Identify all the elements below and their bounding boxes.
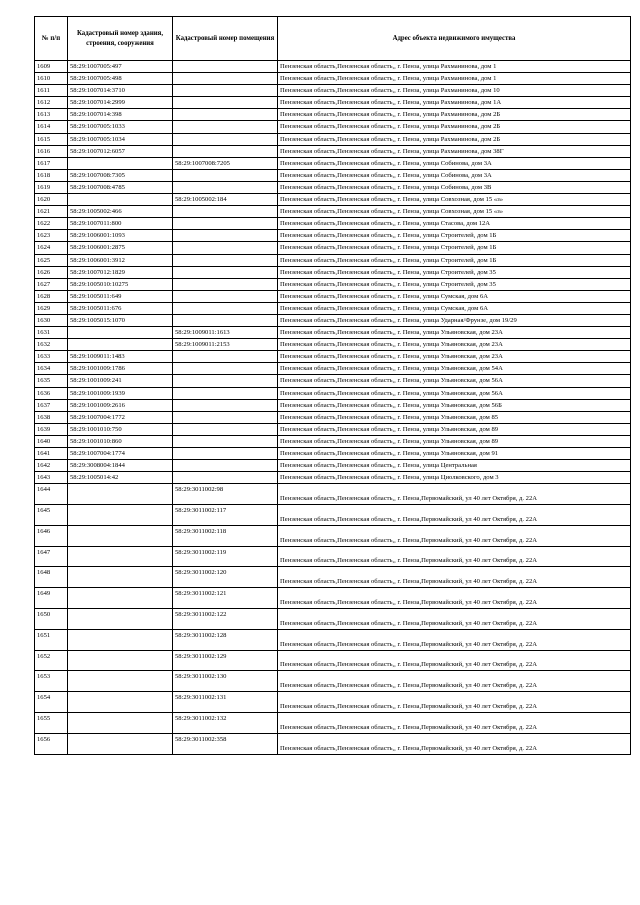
table-row — [35, 399, 631, 411]
cell-address: Пензенская область,Пензенская область,, г. Пенза,Первомайский, ул 40 лет Октября, д. 22А — [278, 609, 631, 630]
table-row — [35, 266, 631, 278]
cell-room-cadastral: 58:29:1007008:7205 — [173, 157, 278, 169]
cell-room-cadastral — [173, 460, 278, 472]
cell-address: Пензенская область,Пензенская область,, г. Пенза, улица Рахманинова, дом 1 — [278, 61, 631, 73]
table-row — [35, 230, 631, 242]
cell-room-cadastral — [173, 254, 278, 266]
cell-row-number: 1637 — [35, 399, 68, 411]
cell-room-cadastral: 58:29:1005002:184 — [173, 194, 278, 206]
cell-address: Пензенская область,Пензенская область,, г. Пенза, улица Ударная/Фрунзе, дом 19/29 — [278, 314, 631, 326]
cell-room-cadastral — [173, 85, 278, 97]
cell-address: Пензенская область,Пензенская область,, г. Пенза, улица Рахманинова, дом 1А — [278, 97, 631, 109]
cell-building-cadastral — [68, 588, 173, 609]
cell-room-cadastral — [173, 363, 278, 375]
cell-row-number: 1618 — [35, 169, 68, 181]
table-row — [35, 121, 631, 133]
table-row — [35, 363, 631, 375]
cell-address: Пензенская область,Пензенская область,, г. Пенза, улица Ульяновская, дом 85 — [278, 411, 631, 423]
cell-room-cadastral — [173, 290, 278, 302]
table-row — [35, 411, 631, 423]
cell-room-cadastral: 58:29:3011002:358 — [173, 733, 278, 754]
table-row — [35, 290, 631, 302]
table-row — [35, 609, 631, 630]
cell-building-cadastral: 58:29:1001010:750 — [68, 423, 173, 435]
cell-row-number: 1610 — [35, 73, 68, 85]
cell-room-cadastral — [173, 206, 278, 218]
cell-address: Пензенская область,Пензенская область,, г. Пенза, улица Строителей, дом 1Б — [278, 242, 631, 254]
cell-building-cadastral — [68, 567, 173, 588]
cell-room-cadastral: 58:29:3011002:98 — [173, 484, 278, 505]
cell-row-number: 1615 — [35, 133, 68, 145]
cell-row-number: 1609 — [35, 61, 68, 73]
table-row — [35, 218, 631, 230]
cell-address: Пензенская область,Пензенская область,, г. Пенза, улица Совхозная, дом 15 «з» — [278, 194, 631, 206]
cell-address: Пензенская область,Пензенская область,, г. Пенза,Первомайский, ул 40 лет Октября, д. 22А — [278, 733, 631, 754]
cell-row-number: 1635 — [35, 375, 68, 387]
cell-building-cadastral: 58:29:1005010:10275 — [68, 278, 173, 290]
table-row — [35, 713, 631, 734]
cell-address: Пензенская область,Пензенская область,, г. Пенза, улица Собинова, дом 3А — [278, 157, 631, 169]
cell-room-cadastral — [173, 314, 278, 326]
cell-room-cadastral — [173, 423, 278, 435]
table-row — [35, 302, 631, 314]
cell-row-number: 1651 — [35, 629, 68, 650]
table-row — [35, 194, 631, 206]
cell-row-number: 1633 — [35, 351, 68, 363]
cell-row-number: 1621 — [35, 206, 68, 218]
cell-row-number: 1627 — [35, 278, 68, 290]
cell-address: Пензенская область,Пензенская область,, г. Пенза, улица Совхозная, дом 15 «з» — [278, 206, 631, 218]
cell-building-cadastral: 58:29:1001010:860 — [68, 435, 173, 447]
cell-row-number: 1647 — [35, 546, 68, 567]
table-row — [35, 61, 631, 73]
cell-room-cadastral — [173, 145, 278, 157]
cell-room-cadastral — [173, 61, 278, 73]
cell-address: Пензенская область,Пензенская область,, г. Пенза, улица Ульяновская, дом 89 — [278, 423, 631, 435]
cell-row-number: 1648 — [35, 567, 68, 588]
cell-address: Пензенская область,Пензенская область,, г. Пенза, улица Ульяновская, дом 23А — [278, 327, 631, 339]
cell-building-cadastral: 58:29:1005015:1070 — [68, 314, 173, 326]
cell-building-cadastral: 58:29:1005002:466 — [68, 206, 173, 218]
cell-row-number: 1640 — [35, 435, 68, 447]
cell-building-cadastral: 58:29:1007005:1034 — [68, 133, 173, 145]
cell-room-cadastral: 58:29:3011002:130 — [173, 671, 278, 692]
cell-row-number: 1646 — [35, 525, 68, 546]
cell-address: Пензенская область,Пензенская область,, г. Пенза, улица Ульяновская, дом 56Б — [278, 399, 631, 411]
document-page — [34, 16, 630, 755]
cell-building-cadastral: 58:29:1007008:7305 — [68, 169, 173, 181]
cell-row-number: 1623 — [35, 230, 68, 242]
cell-address: Пензенская область,Пензенская область,, г. Пенза, улица Строителей, дом 1Б — [278, 254, 631, 266]
cell-row-number: 1624 — [35, 242, 68, 254]
table-row — [35, 546, 631, 567]
cell-address: Пензенская область,Пензенская область,, г. Пенза, улица Рахманинова, дом 2Б — [278, 109, 631, 121]
cell-room-cadastral: 58:29:3011002:129 — [173, 650, 278, 671]
table-header — [35, 17, 631, 61]
cell-room-cadastral: 58:29:3011002:117 — [173, 505, 278, 526]
cell-row-number: 1645 — [35, 505, 68, 526]
cell-room-cadastral — [173, 399, 278, 411]
table-row — [35, 387, 631, 399]
cell-room-cadastral — [173, 181, 278, 193]
table-row — [35, 351, 631, 363]
cell-room-cadastral — [173, 278, 278, 290]
cell-room-cadastral — [173, 448, 278, 460]
cell-building-cadastral: 58:29:1006001:1093 — [68, 230, 173, 242]
cell-address: Пензенская область,Пензенская область,, г. Пенза, улица Ульяновская, дом 54А — [278, 363, 631, 375]
cell-address: Пензенская область,Пензенская область,, г. Пенза,Первомайский, ул 40 лет Октября, д. 22А — [278, 505, 631, 526]
cell-address: Пензенская область,Пензенская область,, г. Пенза,Первомайский, ул 40 лет Октября, д. 22А — [278, 484, 631, 505]
cell-room-cadastral: 58:29:3011002:131 — [173, 692, 278, 713]
cell-building-cadastral: 58:29:1001009:1786 — [68, 363, 173, 375]
cell-address: Пензенская область,Пензенская область,, г. Пенза,Первомайский, ул 40 лет Октября, д. 22А — [278, 525, 631, 546]
cell-address: Пензенская область,Пензенская область,, г. Пенза, улица Рахманинова, дом 2Б — [278, 133, 631, 145]
table-row — [35, 472, 631, 484]
cell-address: Пензенская область,Пензенская область,, г. Пенза, улица Циолковского, дом 3 — [278, 472, 631, 484]
cell-building-cadastral: 58:29:1007014:3710 — [68, 85, 173, 97]
cell-room-cadastral — [173, 266, 278, 278]
cell-building-cadastral: 58:29:1007012:1829 — [68, 266, 173, 278]
table-row — [35, 254, 631, 266]
header-address: Адрес объекта недвижимого имущества — [278, 17, 631, 61]
cell-building-cadastral — [68, 671, 173, 692]
header-building-cadastral: Кадастровый номер здания, строения, сооружения — [68, 17, 173, 61]
table-row — [35, 423, 631, 435]
cell-row-number: 1622 — [35, 218, 68, 230]
cell-building-cadastral: 58:29:1006001:2875 — [68, 242, 173, 254]
cell-building-cadastral: 58:29:1001009:2616 — [68, 399, 173, 411]
cell-address: Пензенская область,Пензенская область,, г. Пенза, улица Ульяновская, дом 56А — [278, 375, 631, 387]
cell-room-cadastral — [173, 242, 278, 254]
cell-address: Пензенская область,Пензенская область,, г. Пенза,Первомайский, ул 40 лет Октября, д. 22А — [278, 713, 631, 734]
cell-row-number: 1614 — [35, 121, 68, 133]
cell-row-number: 1650 — [35, 609, 68, 630]
cell-building-cadastral — [68, 525, 173, 546]
cell-address: Пензенская область,Пензенская область,, г. Пенза,Первомайский, ул 40 лет Октября, д. 22А — [278, 671, 631, 692]
cell-row-number: 1653 — [35, 671, 68, 692]
cell-row-number: 1632 — [35, 339, 68, 351]
cell-room-cadastral — [173, 435, 278, 447]
table-row — [35, 375, 631, 387]
cell-building-cadastral: 58:29:1007014:398 — [68, 109, 173, 121]
cell-row-number: 1638 — [35, 411, 68, 423]
cell-row-number: 1616 — [35, 145, 68, 157]
table-row — [35, 448, 631, 460]
cell-row-number: 1644 — [35, 484, 68, 505]
table-row — [35, 206, 631, 218]
cell-building-cadastral: 58:29:1005014:42 — [68, 472, 173, 484]
cell-row-number: 1655 — [35, 713, 68, 734]
cell-building-cadastral: 58:29:1007004:1774 — [68, 448, 173, 460]
cell-building-cadastral: 58:29:1007012:6057 — [68, 145, 173, 157]
cell-room-cadastral: 58:29:3011002:128 — [173, 629, 278, 650]
cell-building-cadastral: 58:29:1005011:649 — [68, 290, 173, 302]
cell-building-cadastral: 58:29:1007014:2999 — [68, 97, 173, 109]
cell-room-cadastral — [173, 411, 278, 423]
table-row — [35, 435, 631, 447]
cell-address: Пензенская область,Пензенская область,, г. Пенза, улица Сумская, дом 6А — [278, 302, 631, 314]
cell-building-cadastral: 58:29:1007011:800 — [68, 218, 173, 230]
cell-room-cadastral — [173, 109, 278, 121]
cell-room-cadastral: 58:29:3011002:118 — [173, 525, 278, 546]
cell-address: Пензенская область,Пензенская область,, г. Пенза,Первомайский, ул 40 лет Октября, д. 22А — [278, 546, 631, 567]
header-row — [35, 17, 631, 61]
cell-building-cadastral: 58:29:1005011:676 — [68, 302, 173, 314]
table-row — [35, 73, 631, 85]
cell-building-cadastral: 58:29:1007004:1772 — [68, 411, 173, 423]
cell-address: Пензенская область,Пензенская область,, г. Пенза,Первомайский, ул 40 лет Октября, д. 22А — [278, 588, 631, 609]
cell-building-cadastral: 58:29:1007005:498 — [68, 73, 173, 85]
property-table — [34, 16, 631, 755]
cell-building-cadastral — [68, 505, 173, 526]
cell-row-number: 1639 — [35, 423, 68, 435]
cell-room-cadastral — [173, 472, 278, 484]
cell-building-cadastral — [68, 546, 173, 567]
cell-building-cadastral — [68, 713, 173, 734]
cell-building-cadastral — [68, 157, 173, 169]
cell-room-cadastral — [173, 169, 278, 181]
cell-address: Пензенская область,Пензенская область,, г. Пенза,Первомайский, ул 40 лет Октября, д. 22А — [278, 629, 631, 650]
cell-address: Пензенская область,Пензенская область,, г. Пенза, улица Рахманинова, дом 1 — [278, 73, 631, 85]
table-row — [35, 314, 631, 326]
table-row — [35, 650, 631, 671]
cell-building-cadastral — [68, 733, 173, 754]
cell-building-cadastral — [68, 609, 173, 630]
cell-address: Пензенская область,Пензенская область,, г. Пенза, улица Собинова, дом 3В — [278, 181, 631, 193]
cell-address: Пензенская область,Пензенская область,, г. Пенза, улица Рахманинова, дом 10 — [278, 85, 631, 97]
cell-building-cadastral: 58:29:1001009:241 — [68, 375, 173, 387]
table-row — [35, 460, 631, 472]
cell-building-cadastral: 58:29:1009011:1483 — [68, 351, 173, 363]
cell-row-number: 1629 — [35, 302, 68, 314]
cell-row-number: 1656 — [35, 733, 68, 754]
cell-building-cadastral: 58:29:1007005:1033 — [68, 121, 173, 133]
cell-room-cadastral — [173, 302, 278, 314]
cell-address: Пензенская область,Пензенская область,, г. Пенза, улица Строителей, дом 1Б — [278, 230, 631, 242]
cell-address: Пензенская область,Пензенская область,, г. Пенза,Первомайский, ул 40 лет Октября, д. 22А — [278, 650, 631, 671]
table-row — [35, 169, 631, 181]
cell-row-number: 1643 — [35, 472, 68, 484]
cell-address: Пензенская область,Пензенская область,, г. Пенза, улица Центральная — [278, 460, 631, 472]
cell-room-cadastral — [173, 73, 278, 85]
table-row — [35, 157, 631, 169]
cell-room-cadastral — [173, 218, 278, 230]
cell-building-cadastral: 58:29:1001009:1939 — [68, 387, 173, 399]
cell-building-cadastral — [68, 692, 173, 713]
cell-room-cadastral — [173, 230, 278, 242]
cell-room-cadastral — [173, 375, 278, 387]
cell-address: Пензенская область,Пензенская область,, г. Пенза, улица Сумская, дом 6А — [278, 290, 631, 302]
cell-row-number: 1654 — [35, 692, 68, 713]
cell-room-cadastral: 58:29:3011002:132 — [173, 713, 278, 734]
table-row — [35, 97, 631, 109]
cell-room-cadastral: 58:29:3011002:119 — [173, 546, 278, 567]
cell-row-number: 1620 — [35, 194, 68, 206]
table-row — [35, 671, 631, 692]
cell-row-number: 1641 — [35, 448, 68, 460]
header-num: № п/п — [35, 17, 68, 61]
cell-row-number: 1625 — [35, 254, 68, 266]
cell-building-cadastral — [68, 194, 173, 206]
cell-row-number: 1642 — [35, 460, 68, 472]
cell-building-cadastral — [68, 650, 173, 671]
table-row — [35, 327, 631, 339]
cell-row-number: 1630 — [35, 314, 68, 326]
table-row — [35, 733, 631, 754]
table-row — [35, 181, 631, 193]
table-row — [35, 505, 631, 526]
cell-building-cadastral: 58:29:1007005:497 — [68, 61, 173, 73]
cell-building-cadastral — [68, 339, 173, 351]
cell-address: Пензенская область,Пензенская область,, г. Пенза, улица Строителей, дом 35 — [278, 266, 631, 278]
cell-room-cadastral — [173, 387, 278, 399]
cell-row-number: 1611 — [35, 85, 68, 97]
cell-address: Пензенская область,Пензенская область,, г. Пенза,Первомайский, ул 40 лет Октября, д. 22А — [278, 567, 631, 588]
cell-address: Пензенская область,Пензенская область,, г. Пенза, улица Ульяновская, дом 23А — [278, 339, 631, 351]
cell-row-number: 1617 — [35, 157, 68, 169]
cell-address: Пензенская область,Пензенская область,, г. Пенза, улица Ульяновская, дом 89 — [278, 435, 631, 447]
cell-row-number: 1628 — [35, 290, 68, 302]
cell-room-cadastral — [173, 133, 278, 145]
table-row — [35, 133, 631, 145]
table-row — [35, 109, 631, 121]
cell-row-number: 1652 — [35, 650, 68, 671]
cell-room-cadastral: 58:29:1009011:2153 — [173, 339, 278, 351]
cell-row-number: 1612 — [35, 97, 68, 109]
table-row — [35, 692, 631, 713]
cell-address: Пензенская область,Пензенская область,, г. Пенза, улица Строителей, дом 35 — [278, 278, 631, 290]
cell-row-number: 1619 — [35, 181, 68, 193]
table-row — [35, 484, 631, 505]
cell-building-cadastral — [68, 629, 173, 650]
cell-address: Пензенская область,Пензенская область,, г. Пенза, улица Собинова, дом 3А — [278, 169, 631, 181]
table-row — [35, 85, 631, 97]
cell-address: Пензенская область,Пензенская область,, г. Пенза, улица Рахманинова, дом 38Г — [278, 145, 631, 157]
table-row — [35, 278, 631, 290]
cell-address: Пензенская область,Пензенская область,, г. Пенза,Первомайский, ул 40 лет Октября, д. 22А — [278, 692, 631, 713]
table-row — [35, 629, 631, 650]
cell-address: Пензенская область,Пензенская область,, г. Пенза, улица Ульяновская, дом 23А — [278, 351, 631, 363]
cell-building-cadastral — [68, 327, 173, 339]
cell-row-number: 1613 — [35, 109, 68, 121]
cell-address: Пензенская область,Пензенская область,, г. Пенза, улица Ульяновская, дом 56А — [278, 387, 631, 399]
table-row — [35, 525, 631, 546]
cell-building-cadastral: 58:29:1006001:3912 — [68, 254, 173, 266]
cell-row-number: 1634 — [35, 363, 68, 375]
cell-address: Пензенская область,Пензенская область,, г. Пенза, улица Стасова, дом 12А — [278, 218, 631, 230]
cell-row-number: 1631 — [35, 327, 68, 339]
cell-row-number: 1649 — [35, 588, 68, 609]
header-room-cadastral: Кадастровый номер помещения — [173, 17, 278, 61]
table-row — [35, 339, 631, 351]
table-row — [35, 145, 631, 157]
cell-row-number: 1626 — [35, 266, 68, 278]
cell-building-cadastral — [68, 484, 173, 505]
table-row — [35, 242, 631, 254]
cell-room-cadastral: 58:29:3011002:121 — [173, 588, 278, 609]
cell-room-cadastral: 58:29:3011002:120 — [173, 567, 278, 588]
cell-room-cadastral — [173, 97, 278, 109]
cell-room-cadastral — [173, 121, 278, 133]
cell-room-cadastral: 58:29:1009011:1613 — [173, 327, 278, 339]
table-row — [35, 567, 631, 588]
cell-address: Пензенская область,Пензенская область,, г. Пенза, улица Ульяновская, дом 91 — [278, 448, 631, 460]
table-row — [35, 588, 631, 609]
table-body — [35, 61, 631, 755]
cell-row-number: 1636 — [35, 387, 68, 399]
cell-address: Пензенская область,Пензенская область,, г. Пенза, улица Рахманинова, дом 2Б — [278, 121, 631, 133]
cell-building-cadastral: 58:29:3008004:1844 — [68, 460, 173, 472]
cell-room-cadastral: 58:29:3011002:122 — [173, 609, 278, 630]
cell-building-cadastral: 58:29:1007008:4785 — [68, 181, 173, 193]
cell-room-cadastral — [173, 351, 278, 363]
